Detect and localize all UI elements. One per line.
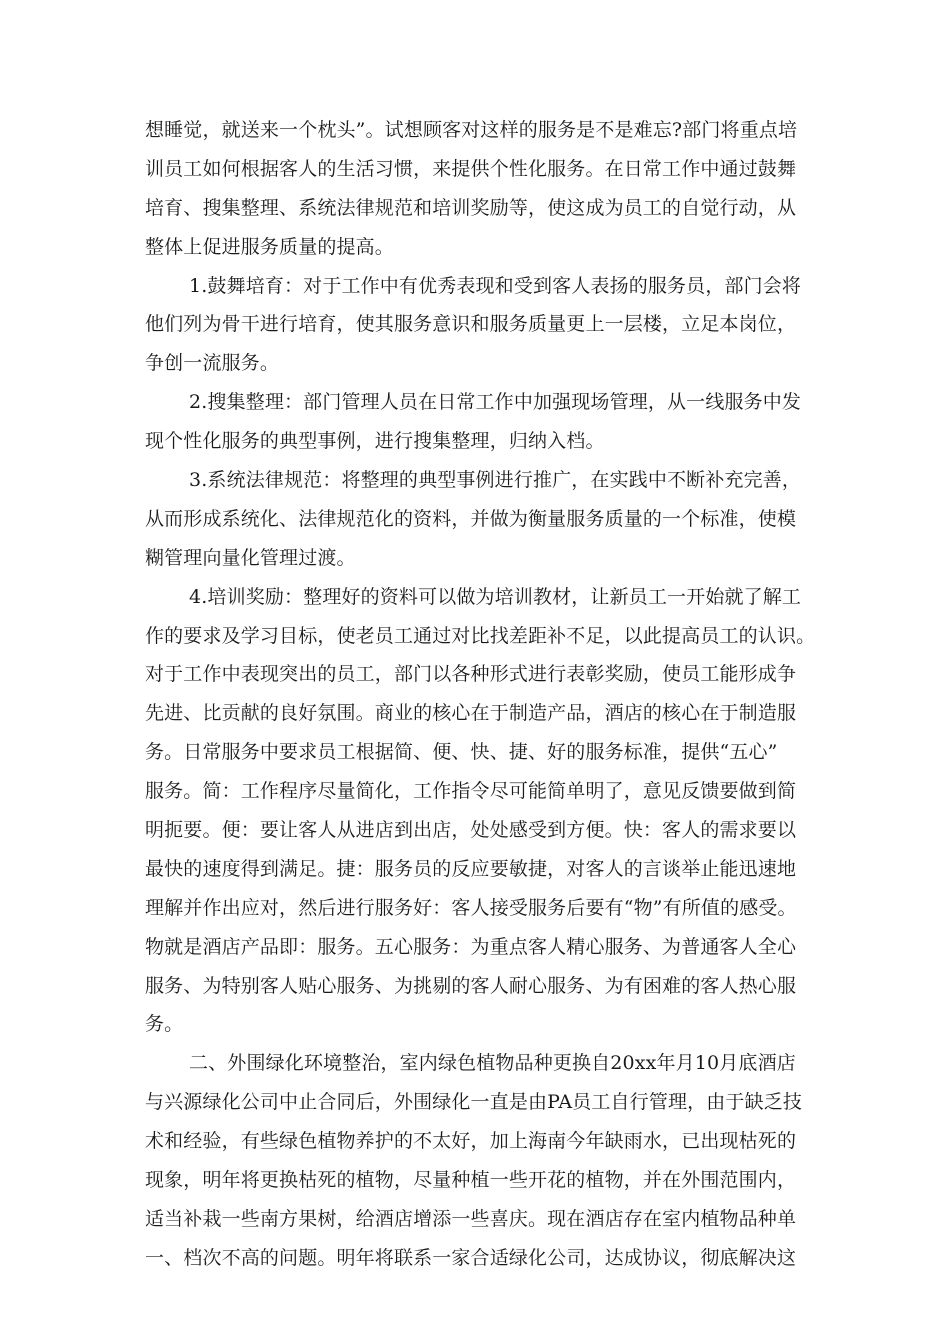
text-line: 适当补栽一些南方果树，给酒店增添一些喜庆。现在酒店存在室内植物品种单 <box>145 1207 797 1230</box>
text-line: 现象，明年将更换枯死的植物，尽量种植一些开花的植物，并在外围范围内， <box>145 1169 797 1192</box>
text-line: 想睡觉，就送来一个枕头”。试想顾客对这样的服务是不是难忘?部门将重点培 <box>145 119 798 141</box>
text-line: 训员工如何根据客人的生活习惯，来提供个性化服务。在日常工作中通过鼓舞 <box>145 157 797 180</box>
document-body <box>145 111 816 1278</box>
text-line: 理解并作出应对，然后进行服务好：客人接受服务后要有“物”有所值的感受。 <box>145 896 797 919</box>
text-line: 最快的速度得到满足。捷：服务员的反应要敏捷，对客人的言谈举止能迅速地 <box>145 857 797 880</box>
text-line: 作的要求及学习目标，使老员工通过对比找差距补不足，以此提高员工的认识。 <box>145 624 816 647</box>
text-line: 明扼要。便：要让客人从进店到出店，处处感受到方便。快：客人的需求要以 <box>145 819 797 842</box>
text-line: 4.培训奖励：整理好的资料可以做为培训教材，让新员工一开始就了解工 <box>189 585 802 608</box>
text-line: 与兴源绿化公司中止合同后，外围绿化一直是由PA员工自行管理，由于缺乏技 <box>145 1091 803 1114</box>
text-line: 他们列为骨干进行培育，使其服务意识和服务质量更上一层楼，立足本岗位， <box>145 313 797 336</box>
text-line: 整体上促进服务质量的提高。 <box>145 235 394 258</box>
text-line: 务。日常服务中要求员工根据简、便、快、捷、好的服务标准，提供“五心” <box>145 741 778 764</box>
text-line: 一、档次不高的问题。明年将联系一家合适绿化公司，达成协议，彻底解决这 <box>145 1246 797 1269</box>
text-line: 培育、搜集整理、系统法律规范和培训奖励等，使这成为员工的自觉行动，从 <box>145 196 797 219</box>
text-line: 务。 <box>145 1013 184 1036</box>
text-line: 先进、比贡献的良好氛围。商业的核心在于制造产品，酒店的核心在于制造服 <box>145 702 797 725</box>
text-line: 3.系统法律规范：将整理的典型事例进行推广，在实践中不断补充完善， <box>189 469 802 492</box>
text-line: 服务。简：工作程序尽量简化，工作指令尽可能简单明了，意见反馈要做到简 <box>145 780 797 803</box>
text-line: 对于工作中表现突出的员工，部门以各种形式进行表彰奖励，使员工能形成争 <box>145 663 797 686</box>
text-line: 糊管理向量化管理过渡。 <box>145 546 356 569</box>
text-line: 2.搜集整理：部门管理人员在日常工作中加强现场管理，从一线服务中发 <box>189 391 802 414</box>
text-line: 术和经验，有些绿色植物养护的不太好，加上海南今年缺雨水，已出现枯死的 <box>145 1130 797 1153</box>
text-line: 服务、为特别客人贴心服务、为挑剔的客人耐心服务、为有困难的客人热心服 <box>145 974 797 997</box>
text-line: 二、外围绿化环境整治，室内绿色植物品种更换自20xx年月10月底酒店 <box>189 1052 796 1075</box>
text-line: 从而形成系统化、法律规范化的资料，并做为衡量服务质量的一个标准，使模 <box>145 507 797 530</box>
text-line: 争创一流服务。 <box>145 352 280 375</box>
text-line: 物就是酒店产品即：服务。五心服务：为重点客人精心服务、为普通客人全心 <box>145 935 797 958</box>
text-line: 1.鼓舞培育：对于工作中有优秀表现和受到客人表扬的服务员，部门会将 <box>189 274 802 297</box>
text-line: 现个性化服务的典型事例，进行搜集整理，归纳入档。 <box>145 430 605 453</box>
